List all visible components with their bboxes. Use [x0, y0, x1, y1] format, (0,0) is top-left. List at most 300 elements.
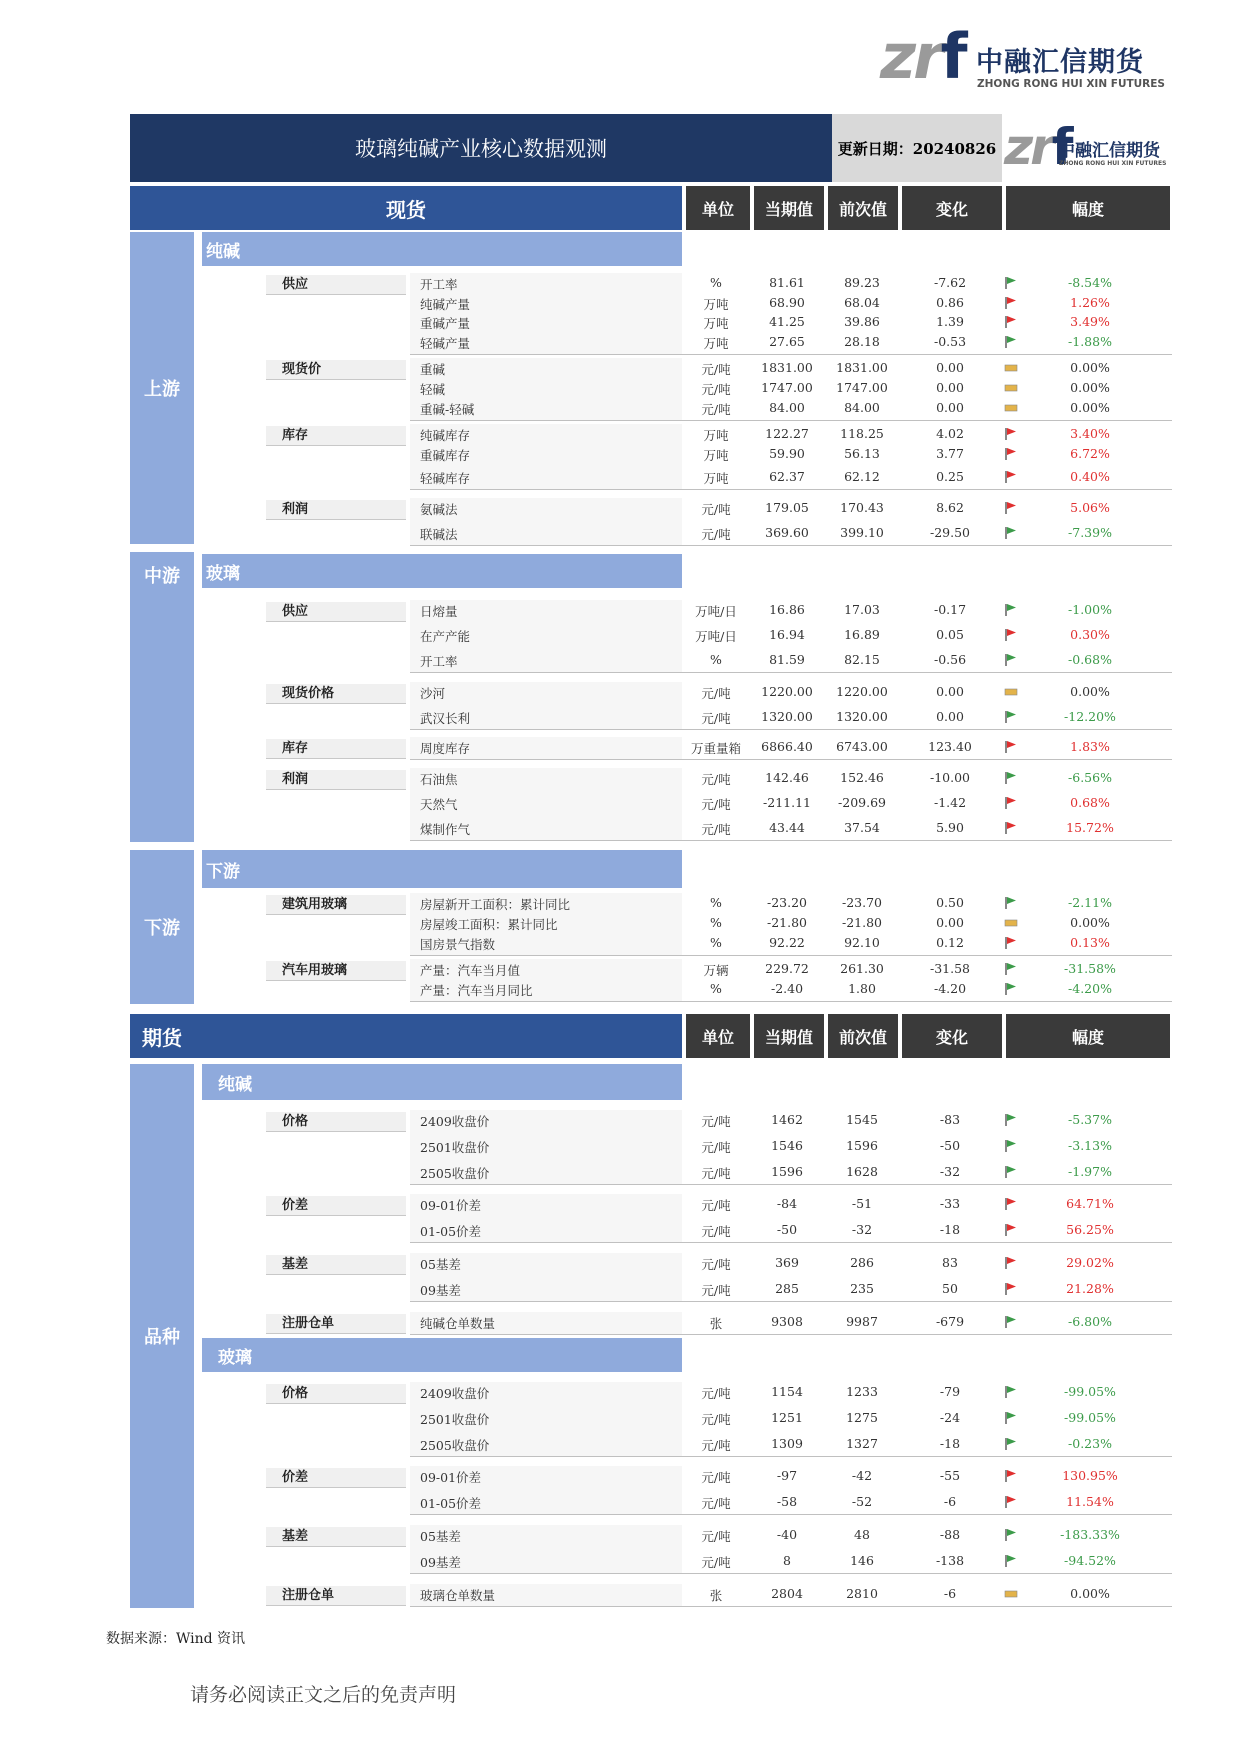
pct-value: -1.88% — [1068, 334, 1112, 349]
indicator-name: 重碱产量 — [420, 316, 471, 331]
subhead-futures-glass: 玻璃 — [202, 1338, 682, 1372]
previous-value: 62.12 — [844, 469, 880, 484]
group-divider — [410, 840, 1172, 841]
indicator-name: 09基差 — [420, 1283, 461, 1298]
indicator-name: 玻璃仓单数量 — [420, 1588, 496, 1603]
unit-cell: 万吨 — [703, 448, 729, 463]
unit-cell: 元/吨 — [701, 1198, 731, 1213]
pct-value: 1.83% — [1070, 739, 1110, 754]
change-value: -0.53 — [933, 334, 967, 349]
current-value: -2.40 — [770, 981, 804, 996]
green-flag-icon — [1003, 1411, 1019, 1425]
previous-value: 146 — [850, 1553, 874, 1568]
previous-value: 1545 — [846, 1112, 878, 1127]
unit-cell: 张 — [709, 1588, 723, 1603]
red-flag-icon — [1003, 1256, 1019, 1270]
green-flag-icon — [1003, 526, 1019, 540]
unit-cell: 元/吨 — [701, 362, 731, 377]
green-flag-icon — [1003, 962, 1019, 976]
current-value: 84.00 — [769, 400, 805, 415]
red-flag-icon — [1003, 447, 1019, 461]
red-flag-icon — [1003, 1197, 1019, 1211]
unit-cell: 万吨 — [703, 471, 729, 486]
indicator-name: 05基差 — [420, 1529, 461, 1544]
previous-value: -32 — [851, 1222, 873, 1237]
logo-cn-text: 中融汇信期货 — [976, 47, 1144, 78]
current-value: 1309 — [771, 1436, 803, 1451]
unit-cell: 万辆 — [703, 963, 729, 978]
current-value: 1154 — [771, 1384, 803, 1399]
unit-cell: 元/吨 — [701, 822, 731, 837]
pct-value: -6.56% — [1068, 770, 1112, 785]
change-value: -1.42 — [933, 795, 967, 810]
previous-value: 92.10 — [844, 935, 880, 950]
logo-mark-f: f — [940, 20, 965, 93]
subhead-futures-soda: 纯碱 — [202, 1064, 682, 1100]
previous-value: 118.25 — [840, 426, 884, 441]
indicator-name: 2409收盘价 — [420, 1386, 490, 1401]
previous-value: 1747.00 — [836, 380, 888, 395]
unit-cell: 元/吨 — [701, 1283, 731, 1298]
indicator-name: 纯碱产量 — [420, 297, 471, 312]
f-col-current: 当期值 — [754, 1014, 824, 1058]
current-value: 16.86 — [769, 602, 805, 617]
green-flag-icon — [1003, 653, 1019, 667]
pct-value: 6.72% — [1070, 446, 1110, 461]
indicator-name: 重碱库存 — [420, 448, 471, 463]
change-value: -32 — [939, 1164, 961, 1179]
change-value: 3.77 — [936, 446, 964, 461]
current-value: 81.61 — [769, 275, 805, 290]
previous-value: 48 — [854, 1527, 870, 1542]
unit-cell: 元/吨 — [701, 527, 731, 542]
spot-section-header: 现货 — [130, 186, 682, 230]
indicator-name: 重碱-轻碱 — [420, 402, 475, 417]
green-flag-icon — [1003, 1554, 1019, 1568]
current-value: 43.44 — [769, 820, 805, 835]
unit-cell: 元/吨 — [701, 1386, 731, 1401]
current-value: 6866.40 — [761, 739, 813, 754]
col-unit: 单位 — [686, 186, 750, 230]
pct-value: 0.00% — [1070, 380, 1110, 395]
logo-en-text: ZHONG RONG HUI XIN FUTURES — [977, 78, 1165, 90]
group-divider — [410, 1514, 1172, 1515]
red-flag-icon — [1003, 628, 1019, 642]
green-flag-icon — [1003, 335, 1019, 349]
indicator-name: 产量：汽车当月同比 — [420, 983, 533, 998]
pct-value: 15.72% — [1066, 820, 1114, 835]
red-flag-icon — [1003, 796, 1019, 810]
previous-value: 170.43 — [840, 500, 884, 515]
pct-value: -99.05% — [1064, 1384, 1116, 1399]
pct-value: -2.11% — [1068, 895, 1112, 910]
unit-cell: 元/吨 — [701, 402, 731, 417]
change-value: -7.62 — [933, 275, 967, 290]
header-logo-en: ZHONG RONG HUI XIN FUTURES — [1059, 160, 1167, 167]
pct-value: 0.13% — [1070, 935, 1110, 950]
previous-value: 286 — [850, 1255, 874, 1270]
previous-value: -209.69 — [838, 795, 886, 810]
current-value: 59.90 — [769, 446, 805, 461]
current-value: 1596 — [771, 1164, 803, 1179]
report-title: 玻璃纯碱产业核心数据观测 — [130, 114, 832, 182]
indicator-name: 轻碱 — [420, 382, 446, 397]
change-value: -6 — [943, 1586, 957, 1601]
previous-value: 1628 — [846, 1164, 878, 1179]
change-value: -0.17 — [933, 602, 967, 617]
pct-value: 0.00% — [1070, 1586, 1110, 1601]
previous-value: 82.15 — [844, 652, 880, 667]
pct-value: 3.49% — [1070, 314, 1110, 329]
current-value: -58 — [776, 1494, 798, 1509]
indicator-name: 在产产能 — [420, 629, 471, 644]
flat-indicator-icon — [1003, 361, 1019, 375]
previous-value: 6743.00 — [836, 739, 888, 754]
green-flag-icon — [1003, 1528, 1019, 1542]
red-flag-icon — [1003, 936, 1019, 950]
group-divider — [410, 489, 1172, 490]
f-col-pct: 幅度 — [1006, 1014, 1170, 1058]
category-label: 利润 — [266, 770, 406, 790]
change-value: 4.02 — [936, 426, 964, 441]
col-pct: 幅度 — [1006, 186, 1170, 230]
red-flag-icon — [1003, 821, 1019, 835]
category-label: 现货价 — [266, 360, 406, 380]
f-col-unit: 单位 — [686, 1014, 750, 1058]
green-flag-icon — [1003, 710, 1019, 724]
unit-cell: 元/吨 — [701, 711, 731, 726]
pct-value: 0.00% — [1070, 400, 1110, 415]
green-flag-icon — [1003, 1315, 1019, 1329]
change-value: -83 — [939, 1112, 961, 1127]
unit-cell: 万重量箱 — [690, 741, 741, 756]
col-current: 当期值 — [754, 186, 824, 230]
pct-value: -94.52% — [1064, 1553, 1116, 1568]
red-flag-icon — [1003, 1469, 1019, 1483]
group-divider — [410, 1573, 1172, 1574]
flat-indicator-icon — [1003, 1587, 1019, 1601]
pct-value: -5.37% — [1068, 1112, 1112, 1127]
indicator-name: 09-01价差 — [420, 1198, 482, 1213]
category-label: 基差 — [266, 1255, 406, 1275]
indicator-name: 沙河 — [420, 686, 446, 701]
previous-value: 1275 — [846, 1410, 878, 1425]
unit-cell: % — [710, 915, 722, 930]
indicator-name: 房屋竣工面积：累计同比 — [420, 917, 558, 932]
pct-value: -1.97% — [1068, 1164, 1112, 1179]
category-label: 现货价格 — [266, 684, 406, 704]
current-value: -23.20 — [766, 895, 807, 910]
current-value: 1462 — [771, 1112, 803, 1127]
pct-value: -183.33% — [1060, 1527, 1120, 1542]
current-value: -97 — [776, 1468, 798, 1483]
f-col-previous: 前次值 — [828, 1014, 898, 1058]
pct-value: 21.28% — [1066, 1281, 1114, 1296]
change-value: -88 — [939, 1527, 961, 1542]
header-logo — [1002, 114, 1170, 182]
group-divider — [410, 955, 1172, 956]
indicator-name: 煤制作气 — [420, 822, 471, 837]
change-value: 50 — [942, 1281, 958, 1296]
current-value: 68.90 — [769, 295, 805, 310]
green-flag-icon — [1003, 1385, 1019, 1399]
pct-value: 0.00% — [1070, 684, 1110, 699]
indicator-name: 2505收盘价 — [420, 1166, 490, 1181]
pct-value: 0.00% — [1070, 360, 1110, 375]
unit-cell: 万吨 — [703, 297, 729, 312]
group-divider — [410, 1242, 1172, 1243]
red-flag-icon — [1003, 1495, 1019, 1509]
indicator-name: 轻碱库存 — [420, 471, 471, 486]
unit-cell: % — [710, 652, 722, 667]
header-logo-mark-f: f — [1051, 118, 1071, 176]
current-value: 2804 — [771, 1586, 803, 1601]
current-value: 1320.00 — [761, 709, 813, 724]
indicator-name: 2409收盘价 — [420, 1114, 490, 1129]
header-logo-mark-text: zr — [1004, 118, 1052, 176]
current-value: -40 — [776, 1527, 798, 1542]
previous-value: 1327 — [846, 1436, 878, 1451]
category-label: 利润 — [266, 500, 406, 520]
pct-value: 3.40% — [1070, 426, 1110, 441]
unit-cell: 万吨/日 — [695, 629, 737, 644]
unit-cell: 元/吨 — [701, 797, 731, 812]
change-value: 0.00 — [936, 709, 964, 724]
futures-section-header: 期货 — [130, 1014, 682, 1058]
green-flag-icon — [1003, 982, 1019, 996]
unit-cell: 元/吨 — [701, 382, 731, 397]
category-label: 供应 — [266, 602, 406, 622]
change-value: 8.62 — [936, 500, 964, 515]
previous-value: 84.00 — [844, 400, 880, 415]
change-value: 123.40 — [928, 739, 972, 754]
green-flag-icon — [1003, 603, 1019, 617]
f-col-change: 变化 — [902, 1014, 1002, 1058]
category-label: 价差 — [266, 1468, 406, 1488]
update-date: 更新日期：20240826 — [832, 114, 1002, 182]
unit-cell: 万吨 — [703, 336, 729, 351]
current-value: 285 — [775, 1281, 799, 1296]
change-value: 0.00 — [936, 684, 964, 699]
change-value: 0.05 — [936, 627, 964, 642]
change-value: 5.90 — [936, 820, 964, 835]
category-label: 注册仓单 — [266, 1586, 406, 1606]
previous-value: 1596 — [846, 1138, 878, 1153]
current-value: -211.11 — [763, 795, 811, 810]
group-divider — [410, 1456, 1172, 1457]
red-flag-icon — [1003, 740, 1019, 754]
change-value: -138 — [935, 1553, 965, 1568]
unit-cell: 元/吨 — [701, 1166, 731, 1181]
unit-cell: 元/吨 — [701, 1412, 731, 1427]
current-value: 142.46 — [765, 770, 809, 785]
flat-indicator-icon — [1003, 685, 1019, 699]
pct-value: 64.71% — [1066, 1196, 1114, 1211]
data-source: 数据来源：Wind 资讯 — [106, 1631, 246, 1647]
category-label: 供应 — [266, 275, 406, 295]
previous-value: 9987 — [846, 1314, 878, 1329]
indicator-name: 05基差 — [420, 1257, 461, 1272]
unit-cell: % — [710, 981, 722, 996]
change-value: -6 — [943, 1494, 957, 1509]
indicator-name: 日熔量 — [420, 604, 458, 619]
current-value: 179.05 — [765, 500, 809, 515]
current-value: 1251 — [771, 1410, 803, 1425]
current-value: 229.72 — [765, 961, 809, 976]
previous-value: 28.18 — [844, 334, 880, 349]
change-value: -679 — [935, 1314, 965, 1329]
category-label: 注册仓单 — [266, 1314, 406, 1334]
unit-cell: 元/吨 — [701, 686, 731, 701]
current-value: 122.27 — [765, 426, 809, 441]
change-value: -18 — [939, 1436, 961, 1451]
indicator-name: 产量：汽车当月值 — [420, 963, 521, 978]
pct-value: 0.00% — [1070, 915, 1110, 930]
indicator-name: 房屋新开工面积：累计同比 — [420, 897, 571, 912]
pct-value: 11.54% — [1066, 1494, 1114, 1509]
pct-value: 0.30% — [1070, 627, 1110, 642]
pct-value: 56.25% — [1066, 1222, 1114, 1237]
group-divider — [410, 672, 1172, 673]
change-value: 0.00 — [936, 380, 964, 395]
unit-cell: 元/吨 — [701, 772, 731, 787]
red-flag-icon — [1003, 427, 1019, 441]
current-value: 92.22 — [769, 935, 805, 950]
change-value: -0.56 — [933, 652, 967, 667]
group-divider — [410, 1184, 1172, 1185]
current-value: 9308 — [771, 1314, 803, 1329]
unit-cell: % — [710, 935, 722, 950]
change-value: 83 — [942, 1255, 958, 1270]
col-previous: 前次值 — [828, 186, 898, 230]
change-value: -29.50 — [929, 525, 970, 540]
unit-cell: 万吨/日 — [695, 604, 737, 619]
unit-cell: 元/吨 — [701, 1438, 731, 1453]
change-value: -4.20 — [933, 981, 967, 996]
subhead-glass: 玻璃 — [202, 554, 682, 588]
pct-value: 0.40% — [1070, 469, 1110, 484]
pct-value: -12.20% — [1064, 709, 1116, 724]
pct-value: -8.54% — [1068, 275, 1112, 290]
category-label: 价格 — [266, 1384, 406, 1404]
green-flag-icon — [1003, 1437, 1019, 1451]
unit-cell: 元/吨 — [701, 1470, 731, 1485]
change-value: 0.00 — [936, 400, 964, 415]
group-divider — [410, 420, 1172, 421]
green-flag-icon — [1003, 1165, 1019, 1179]
flat-indicator-icon — [1003, 381, 1019, 395]
change-value: -10.00 — [929, 770, 970, 785]
green-flag-icon — [1003, 896, 1019, 910]
current-value: 1546 — [771, 1138, 803, 1153]
unit-cell: 万吨 — [703, 428, 729, 443]
unit-cell: 元/吨 — [701, 1257, 731, 1272]
disclaimer-note: 请务必阅读正文之后的免责声明 — [190, 1684, 457, 1706]
indicator-name: 国房景气指数 — [420, 937, 496, 952]
previous-value: 1320.00 — [836, 709, 888, 724]
red-flag-icon — [1003, 1223, 1019, 1237]
unit-cell: 元/吨 — [701, 1529, 731, 1544]
change-value: 0.86 — [936, 295, 964, 310]
logo-mark-text: zr — [880, 20, 941, 93]
pct-value: -31.58% — [1064, 961, 1116, 976]
green-flag-icon — [1003, 1139, 1019, 1153]
pct-value: -4.20% — [1068, 981, 1112, 996]
indicator-name: 2505收盘价 — [420, 1438, 490, 1453]
red-flag-icon — [1003, 296, 1019, 310]
green-flag-icon — [1003, 1113, 1019, 1127]
header-logo-cn: 中融汇信期货 — [1058, 141, 1160, 161]
change-value: 1.39 — [936, 314, 964, 329]
band-upstream: 上游 — [130, 232, 194, 544]
previous-value: -42 — [851, 1468, 873, 1483]
current-value: 16.94 — [769, 627, 805, 642]
category-label: 库存 — [266, 426, 406, 446]
pct-value: -3.13% — [1068, 1138, 1112, 1153]
indicator-name: 09基差 — [420, 1555, 461, 1570]
previous-value: 1.80 — [848, 981, 876, 996]
pct-value: -6.80% — [1068, 1314, 1112, 1329]
indicator-name: 01-05价差 — [420, 1496, 482, 1511]
previous-value: -23.70 — [841, 895, 882, 910]
unit-cell: 元/吨 — [701, 1496, 731, 1511]
company-logo — [880, 20, 1170, 96]
change-value: -24 — [939, 1410, 961, 1425]
unit-cell: 元/吨 — [701, 502, 731, 517]
previous-value: 16.89 — [844, 627, 880, 642]
change-value: 0.00 — [936, 915, 964, 930]
previous-value: 17.03 — [844, 602, 880, 617]
group-divider — [410, 1001, 1172, 1002]
group-divider — [410, 1334, 1172, 1335]
category-label: 库存 — [266, 739, 406, 759]
indicator-name: 石油焦 — [420, 772, 458, 787]
current-value: 62.37 — [769, 469, 805, 484]
previous-value: 1233 — [846, 1384, 878, 1399]
indicator-name: 天然气 — [420, 797, 458, 812]
pct-value: -0.68% — [1068, 652, 1112, 667]
unit-cell: 元/吨 — [701, 1224, 731, 1239]
current-value: 369 — [775, 1255, 799, 1270]
change-value: 0.00 — [936, 360, 964, 375]
subhead-soda: 纯碱 — [202, 232, 682, 266]
indicator-name: 01-05价差 — [420, 1224, 482, 1239]
pct-value: 1.26% — [1070, 295, 1110, 310]
current-value: -50 — [776, 1222, 798, 1237]
col-change: 变化 — [902, 186, 1002, 230]
change-value: -55 — [939, 1468, 961, 1483]
unit-cell: % — [710, 895, 722, 910]
logo-mark — [880, 20, 965, 93]
indicator-name: 周度库存 — [420, 741, 471, 756]
group-divider — [410, 1606, 1172, 1607]
previous-value: 399.10 — [840, 525, 884, 540]
current-value: 1747.00 — [761, 380, 813, 395]
subhead-downstream: 下游 — [202, 850, 682, 888]
previous-value: 68.04 — [844, 295, 880, 310]
indicator-name: 纯碱仓单数量 — [420, 1316, 496, 1331]
current-value: -21.80 — [766, 915, 807, 930]
unit-cell: 元/吨 — [701, 1140, 731, 1155]
change-value: -18 — [939, 1222, 961, 1237]
current-value: 369.60 — [765, 525, 809, 540]
unit-cell: % — [710, 275, 722, 290]
group-divider — [410, 545, 1172, 546]
unit-cell: 张 — [709, 1316, 723, 1331]
unit-cell: 元/吨 — [701, 1555, 731, 1570]
previous-value: 56.13 — [844, 446, 880, 461]
band-downstream: 下游 — [130, 850, 194, 1004]
